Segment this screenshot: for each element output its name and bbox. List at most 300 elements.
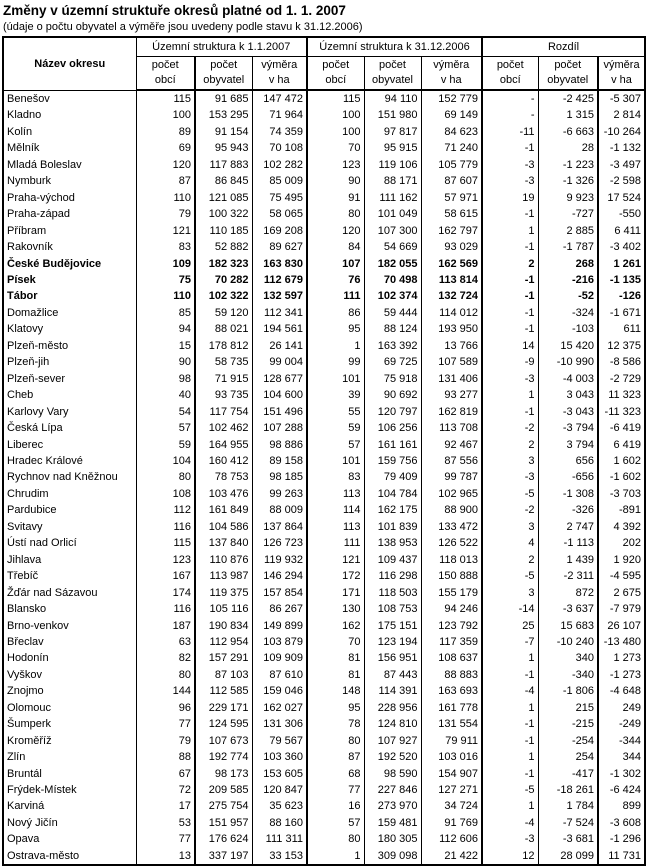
district-name-cell: Tábor — [3, 288, 136, 304]
value-cell: -1 — [482, 733, 538, 749]
table-row — [3, 354, 645, 370]
value-cell: 57 — [307, 437, 364, 453]
value-cell: 75 918 — [364, 371, 421, 387]
value-cell: 157 291 — [195, 650, 252, 666]
value-cell: 2 — [482, 552, 538, 568]
value-cell: 337 197 — [195, 848, 252, 865]
value-cell: 88 009 — [252, 502, 307, 518]
value-cell: -3 637 — [538, 601, 598, 617]
value-cell: 70 108 — [252, 140, 307, 156]
district-name-cell: Hodonín — [3, 650, 136, 666]
value-cell: -3 402 — [598, 239, 645, 255]
value-cell: 155 179 — [421, 585, 482, 601]
value-cell: 91 685 — [195, 90, 252, 107]
value-cell: 268 — [538, 256, 598, 272]
sub-column-header: počet obcí — [482, 57, 538, 91]
table-row — [3, 371, 645, 387]
value-cell: 1 315 — [538, 107, 598, 123]
value-cell: -727 — [538, 206, 598, 222]
value-cell: 109 — [136, 256, 195, 272]
value-cell: 117 754 — [195, 404, 252, 420]
value-cell: 163 830 — [252, 256, 307, 272]
district-name-cell: Praha-západ — [3, 206, 136, 222]
value-cell: 87 — [307, 749, 364, 765]
value-cell: 98 173 — [195, 766, 252, 782]
value-cell: 28 — [538, 140, 598, 156]
value-cell: -103 — [538, 321, 598, 337]
table-row — [3, 453, 645, 469]
value-cell: 4 392 — [598, 519, 645, 535]
value-cell: 39 — [307, 387, 364, 403]
value-cell: -1 — [482, 140, 538, 156]
value-cell: -6 424 — [598, 782, 645, 798]
value-cell: 88 900 — [421, 502, 482, 518]
value-cell: -1 308 — [538, 486, 598, 502]
value-cell: -1 — [482, 716, 538, 732]
value-cell: 131 406 — [421, 371, 482, 387]
value-cell: 107 927 — [364, 733, 421, 749]
value-cell: 192 774 — [195, 749, 252, 765]
value-cell: 112 679 — [252, 272, 307, 288]
value-cell: 97 817 — [364, 124, 421, 140]
group-header-rozdil: Rozdíl — [482, 37, 645, 57]
value-cell: -4 — [482, 815, 538, 831]
value-cell: 102 322 — [195, 288, 252, 304]
table-row — [3, 420, 645, 436]
value-cell: 171 — [307, 585, 364, 601]
table-row — [3, 437, 645, 453]
value-cell: 13 766 — [421, 338, 482, 354]
value-cell: 1 — [307, 848, 364, 865]
value-cell: 25 — [482, 618, 538, 634]
value-cell: 78 753 — [195, 469, 252, 485]
value-cell: 120 847 — [252, 782, 307, 798]
column-header-district: Název okresu — [3, 37, 136, 90]
value-cell: 54 669 — [364, 239, 421, 255]
value-cell: 6 419 — [598, 437, 645, 453]
value-cell: 71 964 — [252, 107, 307, 123]
table-row — [3, 650, 645, 666]
value-cell: 87 607 — [421, 173, 482, 189]
value-cell: 102 374 — [364, 288, 421, 304]
value-cell: -1 113 — [538, 535, 598, 551]
table-row — [3, 256, 645, 272]
district-name-cell: Blansko — [3, 601, 136, 617]
value-cell: 120 — [136, 157, 195, 173]
value-cell: 15 — [136, 338, 195, 354]
value-cell: 109 909 — [252, 650, 307, 666]
value-cell: 107 300 — [364, 223, 421, 239]
district-name-cell: Rakovník — [3, 239, 136, 255]
group-header-2006: Územní struktura k 31.12.2006 — [307, 37, 482, 57]
district-name-cell: Břeclav — [3, 634, 136, 650]
value-cell: 1 602 — [598, 453, 645, 469]
value-cell: 163 693 — [421, 683, 482, 699]
value-cell: 87 103 — [195, 667, 252, 683]
value-cell: 99 004 — [252, 354, 307, 370]
district-name-cell: Liberec — [3, 437, 136, 453]
district-name-cell: Brno-venkov — [3, 618, 136, 634]
value-cell: 112 — [136, 502, 195, 518]
value-cell: 71 915 — [195, 371, 252, 387]
value-cell: -2 598 — [598, 173, 645, 189]
table-row — [3, 206, 645, 222]
value-cell: 190 834 — [195, 618, 252, 634]
value-cell: -14 — [482, 601, 538, 617]
value-cell: 154 907 — [421, 766, 482, 782]
value-cell: 123 — [307, 157, 364, 173]
value-cell: 105 116 — [195, 601, 252, 617]
district-name-cell: Benešov — [3, 90, 136, 107]
value-cell: 85 — [136, 305, 195, 321]
value-cell: 111 311 — [252, 831, 307, 847]
value-cell: 88 — [136, 749, 195, 765]
value-cell: 130 — [307, 601, 364, 617]
district-name-cell: Pardubice — [3, 502, 136, 518]
value-cell: 98 185 — [252, 469, 307, 485]
value-cell: 80 — [136, 667, 195, 683]
value-cell: 112 585 — [195, 683, 252, 699]
page-title: Změny v územní struktuře okresů platné od 1. 1. 2007 — [3, 3, 346, 18]
sub-column-header: výměra v ha — [598, 57, 645, 91]
table-row — [3, 486, 645, 502]
value-cell: 229 171 — [195, 700, 252, 716]
value-cell: 117 359 — [421, 634, 482, 650]
page-subtitle: (údaje o počtu obyvatel a výměře jsou uvedeny podle stavu k 31.12.2006) — [3, 21, 363, 33]
value-cell: 101 — [307, 371, 364, 387]
value-cell: 86 267 — [252, 601, 307, 617]
value-cell: -7 979 — [598, 601, 645, 617]
value-cell: 115 — [136, 90, 195, 107]
value-cell: 79 409 — [364, 469, 421, 485]
value-cell: -2 729 — [598, 371, 645, 387]
district-name-cell: Karviná — [3, 798, 136, 814]
value-cell: 70 — [307, 140, 364, 156]
district-name-cell: Chrudim — [3, 486, 136, 502]
district-name-cell: Ostrava-město — [3, 848, 136, 865]
value-cell: 84 — [307, 239, 364, 255]
value-cell: 164 955 — [195, 437, 252, 453]
value-cell: 228 956 — [364, 700, 421, 716]
value-cell: 114 391 — [364, 683, 421, 699]
value-cell: -1 — [482, 239, 538, 255]
district-name-cell: Česká Lípa — [3, 420, 136, 436]
value-cell: 137 864 — [252, 519, 307, 535]
value-cell: 149 899 — [252, 618, 307, 634]
value-cell: -1 296 — [598, 831, 645, 847]
value-cell: 146 294 — [252, 568, 307, 584]
value-cell: 147 472 — [252, 90, 307, 107]
value-cell: -7 524 — [538, 815, 598, 831]
value-cell: 131 306 — [252, 716, 307, 732]
value-cell: 103 016 — [421, 749, 482, 765]
value-cell: -11 — [482, 124, 538, 140]
value-cell: 162 027 — [252, 700, 307, 716]
value-cell: -5 307 — [598, 90, 645, 107]
value-cell: 159 481 — [364, 815, 421, 831]
value-cell: 3 — [482, 585, 538, 601]
value-cell: 88 160 — [252, 815, 307, 831]
value-cell: 92 467 — [421, 437, 482, 453]
value-cell: 70 498 — [364, 272, 421, 288]
table-row — [3, 535, 645, 551]
value-cell: 95 — [307, 321, 364, 337]
value-cell: 273 970 — [364, 798, 421, 814]
value-cell: 209 585 — [195, 782, 252, 798]
value-cell: 87 — [136, 173, 195, 189]
value-cell: -10 240 — [538, 634, 598, 650]
district-name-cell: Kolín — [3, 124, 136, 140]
value-cell: 127 271 — [421, 782, 482, 798]
value-cell: 121 — [307, 552, 364, 568]
table-row — [3, 107, 645, 123]
value-cell: -2 — [482, 502, 538, 518]
value-cell: 178 812 — [195, 338, 252, 354]
value-cell: 3 794 — [538, 437, 598, 453]
value-cell: 121 — [136, 223, 195, 239]
district-name-cell: České Budějovice — [3, 256, 136, 272]
value-cell: 9 923 — [538, 190, 598, 206]
value-cell: -2 311 — [538, 568, 598, 584]
value-cell: -4 — [482, 683, 538, 699]
value-cell: 88 171 — [364, 173, 421, 189]
value-cell: 69 725 — [364, 354, 421, 370]
value-cell: -1 — [482, 206, 538, 222]
value-cell: 112 341 — [252, 305, 307, 321]
value-cell: -249 — [598, 716, 645, 732]
value-cell: 153 295 — [195, 107, 252, 123]
value-cell: -3 043 — [538, 404, 598, 420]
sub-column-header: výměra v ha — [421, 57, 482, 91]
value-cell: 176 624 — [195, 831, 252, 847]
value-cell: 93 029 — [421, 239, 482, 255]
district-name-cell: Bruntál — [3, 766, 136, 782]
value-cell: 98 590 — [364, 766, 421, 782]
value-cell: 128 677 — [252, 371, 307, 387]
table-row — [3, 288, 645, 304]
district-name-cell: Mladá Boleslav — [3, 157, 136, 173]
value-cell: 89 158 — [252, 453, 307, 469]
table-row — [3, 173, 645, 189]
value-cell: 69 149 — [421, 107, 482, 123]
value-cell: 59 444 — [364, 305, 421, 321]
value-cell: 1 — [482, 798, 538, 814]
table-row — [3, 733, 645, 749]
table-row — [3, 90, 645, 107]
value-cell: 160 412 — [195, 453, 252, 469]
value-cell: 156 951 — [364, 650, 421, 666]
value-cell: 58 065 — [252, 206, 307, 222]
value-cell: 182 055 — [364, 256, 421, 272]
value-cell: 1 — [482, 700, 538, 716]
group-header-row — [3, 37, 645, 57]
value-cell: -1 — [482, 667, 538, 683]
value-cell: -1 — [482, 766, 538, 782]
value-cell: 94 — [136, 321, 195, 337]
value-cell: 116 298 — [364, 568, 421, 584]
table-row — [3, 387, 645, 403]
value-cell: -340 — [538, 667, 598, 683]
value-cell: 112 954 — [195, 634, 252, 650]
value-cell: 899 — [598, 798, 645, 814]
value-cell: 77 — [136, 716, 195, 732]
value-cell: 182 323 — [195, 256, 252, 272]
value-cell: 119 375 — [195, 585, 252, 601]
district-name-cell: Ústí nad Orlicí — [3, 535, 136, 551]
value-cell: -1 — [482, 288, 538, 304]
value-cell: 109 437 — [364, 552, 421, 568]
value-cell: 90 — [307, 173, 364, 189]
value-cell: 81 — [307, 650, 364, 666]
value-cell: 21 422 — [421, 848, 482, 865]
value-cell: 40 — [136, 387, 195, 403]
table-row — [3, 683, 645, 699]
value-cell: 12 — [482, 848, 538, 865]
value-cell: 169 208 — [252, 223, 307, 239]
value-cell: 133 472 — [421, 519, 482, 535]
value-cell: 2 747 — [538, 519, 598, 535]
district-name-cell: Cheb — [3, 387, 136, 403]
value-cell: 120 — [307, 223, 364, 239]
value-cell: 98 886 — [252, 437, 307, 453]
value-cell: 80 — [307, 733, 364, 749]
value-cell: 113 — [307, 486, 364, 502]
value-cell: 309 098 — [364, 848, 421, 865]
value-cell: 1 439 — [538, 552, 598, 568]
district-name-cell: Kladno — [3, 107, 136, 123]
value-cell: 101 049 — [364, 206, 421, 222]
district-name-cell: Šumperk — [3, 716, 136, 732]
value-cell: 4 — [482, 535, 538, 551]
table-row — [3, 552, 645, 568]
value-cell: 174 — [136, 585, 195, 601]
value-cell: 87 556 — [421, 453, 482, 469]
district-name-cell: Příbram — [3, 223, 136, 239]
value-cell: 111 — [307, 535, 364, 551]
value-cell: 58 615 — [421, 206, 482, 222]
value-cell: 100 322 — [195, 206, 252, 222]
value-cell: 115 — [307, 90, 364, 107]
table-row — [3, 223, 645, 239]
sub-column-header: počet obyvatel — [538, 57, 598, 91]
table-row — [3, 585, 645, 601]
value-cell: 202 — [598, 535, 645, 551]
value-cell: 75 495 — [252, 190, 307, 206]
value-cell: -3 — [482, 157, 538, 173]
value-cell: -18 261 — [538, 782, 598, 798]
value-cell: 131 554 — [421, 716, 482, 732]
district-name-cell: Rychnov nad Kněžnou — [3, 469, 136, 485]
district-name-cell: Praha-východ — [3, 190, 136, 206]
value-cell: -8 586 — [598, 354, 645, 370]
value-cell: 78 — [307, 716, 364, 732]
value-cell: 102 282 — [252, 157, 307, 173]
value-cell: 95 915 — [364, 140, 421, 156]
value-cell: 124 595 — [195, 716, 252, 732]
value-cell: 180 305 — [364, 831, 421, 847]
value-cell: 99 263 — [252, 486, 307, 502]
group-header-2007: Územní struktura k 1.1.2007 — [136, 37, 307, 57]
value-cell: 340 — [538, 650, 598, 666]
value-cell: 80 — [307, 206, 364, 222]
value-cell: 159 046 — [252, 683, 307, 699]
value-cell: 1 — [482, 387, 538, 403]
value-cell: 175 151 — [364, 618, 421, 634]
value-cell: 114 — [307, 502, 364, 518]
value-cell: 91 769 — [421, 815, 482, 831]
value-cell: -1 132 — [598, 140, 645, 156]
value-cell: 70 282 — [195, 272, 252, 288]
value-cell: 26 107 — [598, 618, 645, 634]
value-cell: 103 360 — [252, 749, 307, 765]
value-cell: 71 240 — [421, 140, 482, 156]
value-cell: 94 110 — [364, 90, 421, 107]
value-cell: -1 — [482, 305, 538, 321]
district-name-cell: Třebíč — [3, 568, 136, 584]
value-cell: 79 — [136, 733, 195, 749]
value-cell: 35 623 — [252, 798, 307, 814]
value-cell: 57 — [307, 815, 364, 831]
value-cell: 89 — [136, 124, 195, 140]
value-cell: 69 — [136, 140, 195, 156]
table-row — [3, 618, 645, 634]
value-cell: 84 623 — [421, 124, 482, 140]
value-cell: 111 — [307, 288, 364, 304]
value-cell: -3 703 — [598, 486, 645, 502]
value-cell: 192 520 — [364, 749, 421, 765]
value-cell: 100 — [136, 107, 195, 123]
value-cell: 161 161 — [364, 437, 421, 453]
district-name-cell: Jihlava — [3, 552, 136, 568]
value-cell: 80 — [136, 469, 195, 485]
value-cell: 151 957 — [195, 815, 252, 831]
value-cell: 86 — [307, 305, 364, 321]
value-cell: 108 637 — [421, 650, 482, 666]
value-cell: -126 — [598, 288, 645, 304]
value-cell: -52 — [538, 288, 598, 304]
value-cell: 99 — [307, 354, 364, 370]
value-cell: 104 586 — [195, 519, 252, 535]
value-cell: 162 819 — [421, 404, 482, 420]
value-cell: 1 920 — [598, 552, 645, 568]
table-row — [3, 519, 645, 535]
district-name-cell: Znojmo — [3, 683, 136, 699]
value-cell: -3 — [482, 831, 538, 847]
value-cell: 162 569 — [421, 256, 482, 272]
value-cell: -4 003 — [538, 371, 598, 387]
district-name-cell: Plzeň-město — [3, 338, 136, 354]
value-cell: 77 — [307, 782, 364, 798]
value-cell: 100 — [307, 124, 364, 140]
table-row — [3, 157, 645, 173]
district-name-cell: Karlovy Vary — [3, 404, 136, 420]
value-cell: 100 — [307, 107, 364, 123]
value-cell: 114 012 — [421, 305, 482, 321]
value-cell: 91 154 — [195, 124, 252, 140]
value-cell: 113 814 — [421, 272, 482, 288]
value-cell: 2 — [482, 256, 538, 272]
value-cell: 87 610 — [252, 667, 307, 683]
value-cell: 101 839 — [364, 519, 421, 535]
value-cell: 1 273 — [598, 650, 645, 666]
value-cell: 93 277 — [421, 387, 482, 403]
district-name-cell: Nový Jičín — [3, 815, 136, 831]
value-cell: 76 — [307, 272, 364, 288]
value-cell: -2 — [482, 420, 538, 436]
value-cell: 90 — [136, 354, 195, 370]
value-cell: 3 — [482, 453, 538, 469]
value-cell: 81 — [307, 667, 364, 683]
